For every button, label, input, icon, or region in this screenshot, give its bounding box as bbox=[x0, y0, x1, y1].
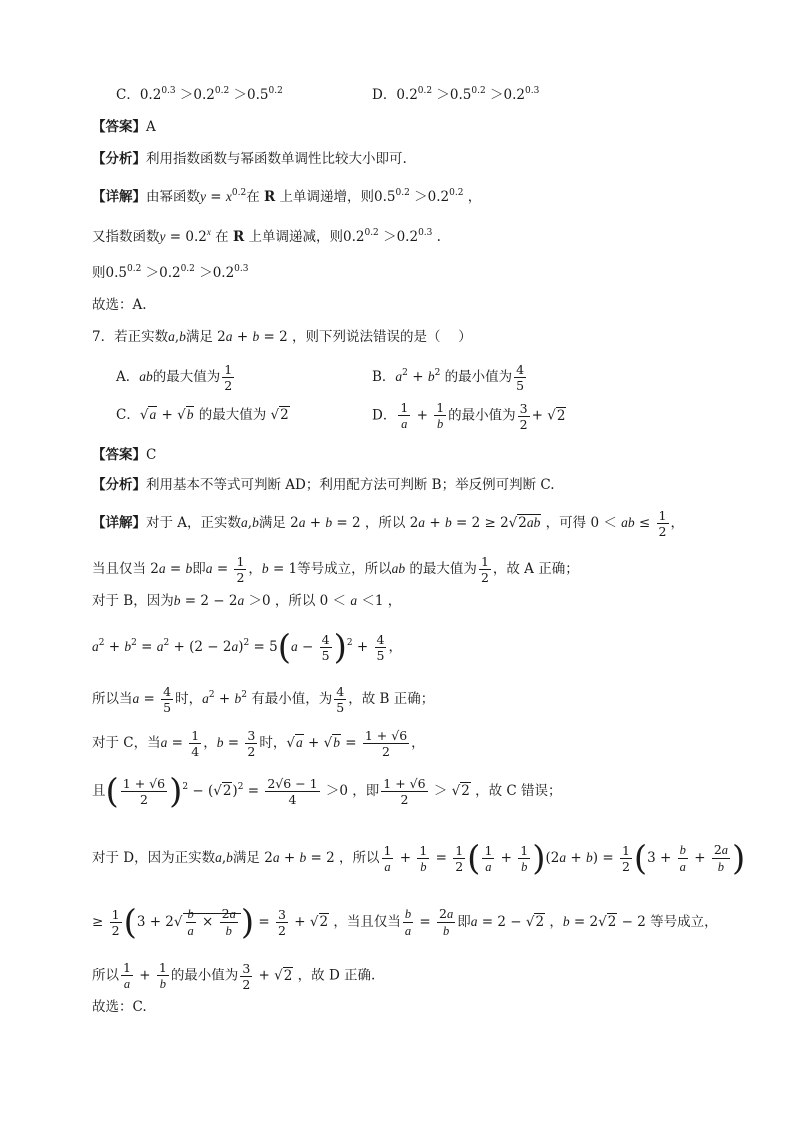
answer-tag: 【答案】 bbox=[92, 447, 146, 463]
q7-detail-line-1 bbox=[92, 508, 684, 539]
detail-tag: 【详解】 bbox=[92, 515, 146, 531]
answer-value: C bbox=[146, 447, 157, 463]
q7-stem: 7．若正实数a,b满足 2a + b = 2 ，则下列说法错误的是（ ） bbox=[92, 329, 472, 345]
q7-detail-line-3: 对于 B，因为b = 2 − 2a ＞0 ，所以 0 ＜ a ＜1 ， bbox=[92, 593, 402, 609]
q6-choose: 故选：A. bbox=[92, 297, 147, 313]
q7-detail-line-5: 所以当a = $\frac{4}{5}$ 时，$a^2 + b^2$ 有最小值，为 $\frac{4}{5}$ ，故 B 正确； bbox=[92, 684, 435, 715]
q6-option-c: C．$0.2^{0.3} >0.2^{0.2} >0.5^{0.2}$ bbox=[116, 86, 283, 103]
analysis-tag: 【分析】 bbox=[92, 151, 146, 167]
q7-detail-line-10: 所以 $\frac{1}{a}$ + $\frac{1}{b}$ 的最小值为 $\frac{3}{2}$ + √2 ，故 D 正确. bbox=[92, 960, 376, 992]
analysis-text: 利用指数函数与幂函数单调性比较大小即可. bbox=[146, 151, 407, 167]
q7-choose: 故选：C. bbox=[92, 999, 147, 1015]
q7-detail-line-9: ≥ $\frac{1}{2}$ (3 + 2√ $\frac{b}{a}$ × $\frac{2a}{b}$ ) = $\frac{3}{2}$ + √2 ，当且仅当 $\frac{b}{a}$ = $\frac{2a}{b}$ 即a = 2 − √2 ，b = 2√2 − 2 等号成立， bbox=[92, 902, 718, 943]
q7-detail-line-6: 对于 C，当a = $\frac{1}{4}$ ，b = $\frac{3}{2}$ 时，√a + √b = $\frac{1 + √6}{2}$ ， bbox=[92, 728, 425, 759]
q6-answer bbox=[92, 118, 156, 136]
q7-option-c: C．√a + √b 的最大值为 √2 bbox=[116, 407, 289, 423]
q6-detail-line-2: 又指数函数$y = 0.2^x$ 在 R 上单调递减，则$0.2^{0.2} >0.2^{0.3}$ . bbox=[92, 227, 441, 245]
q6-detail-line-1 bbox=[92, 188, 481, 206]
q7-answer bbox=[92, 446, 156, 464]
q6-analysis bbox=[92, 150, 407, 168]
detail-tag: 【详解】 bbox=[92, 189, 146, 205]
q7-option-b: B．$a^2 + b^2$ 的最小值为 $\frac{4}{5}$ bbox=[372, 362, 525, 393]
q7-detail-line-4: $a^2 + b^2 = a^2 + (2 - 2a)^2 = 5(a$ − $\frac{4}{5}$ )$^2$ + $\frac{4}{5}$ ， bbox=[92, 627, 402, 668]
q7-option-d: D． $\frac{1}{a}$ + $\frac{1}{b}$ 的最小值为 $\frac{3}{2}$ + √2 bbox=[372, 400, 566, 432]
analysis-text: 利用基本不等式可判断 AD；利用配方法可判断 B；举反例可判断 C. bbox=[146, 477, 555, 493]
q7-detail-line-8: 对于 D，因为正实数a,b满足 2a + b = 2 ，所以 $\frac{1}{a}$ + $\frac{1}{b}$ = $\frac{1}{2}$ ( $\frac{1}{a}$ + $\frac{1}{b}$ )(2a + b) = $\frac{1}{2}$ (3 + $\frac{b}{a}$ + $\frac{2a}{b}$ ) bbox=[92, 838, 746, 879]
answer-tag: 【答案】 bbox=[92, 119, 146, 135]
q7-detail-line-7: 且( $\frac{1 + √6}{2}$ )$^2 - (√2)^2$ = $\frac{2√6 - 1}{4}$ ＞0 ，即 $\frac{1 + √6}{2}$ ＞ √2 ，故 C 错误； bbox=[92, 771, 562, 812]
q7-analysis bbox=[92, 476, 555, 494]
q7-option-a: A．ab的最大值为 $\frac{1}{2}$ bbox=[116, 362, 233, 393]
answer-value: A bbox=[146, 119, 156, 135]
q7-detail-line-2: 当且仅当 2a = b即a = $\frac{1}{2}$ ，b = 1等号成立，所以ab 的最大值为 $\frac{1}{2}$ ，故 A 正确； bbox=[92, 554, 579, 585]
analysis-tag: 【分析】 bbox=[92, 477, 146, 493]
q6-detail-line-3: 则$0.5^{0.2} >0.2^{0.2} >0.2^{0.3}$ bbox=[92, 264, 249, 281]
q6-option-d: D．$0.2^{0.2} >0.5^{0.2} >0.2^{0.3}$ bbox=[372, 86, 540, 103]
detail-text: 由幂函数$y = x^{0.2}$在 R 上单调递增，则$0.5^{0.2} >0.2^{0.2}$ ， bbox=[146, 188, 482, 205]
detail-text: 对于 A，正实数a,b满足 2a + b = 2 ，所以 2a + b = 2 ≥ 2√2ab ，可得 0 ＜ ab ≤ $\frac{1}{2}$ ， bbox=[146, 508, 684, 539]
